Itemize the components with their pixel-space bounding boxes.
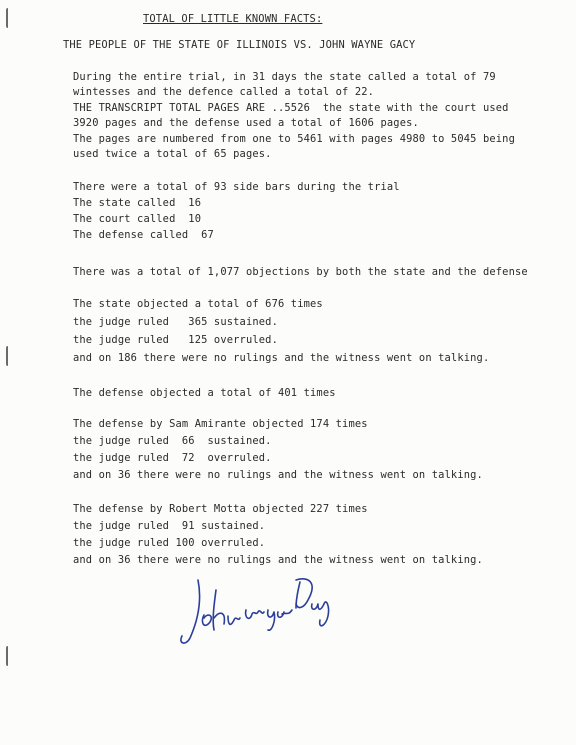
text-line: the judge ruled 365 sustained. — [73, 316, 278, 328]
text-line: The pages are numbered from one to 5461 with pages 4980 to 5045 being — [73, 133, 515, 145]
text-line: and on 36 there were no rulings and the witness went on talking. — [73, 554, 483, 566]
text-line: The defense objected a total of 401 times — [73, 387, 336, 399]
text-line: There were a total of 93 side bars during the trial — [73, 181, 400, 193]
punch-mark — [6, 646, 14, 666]
text-line: the judge ruled 66 sustained. — [73, 435, 272, 447]
case-heading: THE PEOPLE OF THE STATE OF ILLINOIS VS. JOHN WAYNE GACY — [63, 39, 416, 51]
punch-mark — [6, 8, 14, 28]
text-line: There was a total of 1,077 objections by both the state and the defense — [73, 266, 528, 278]
text-line: The state called 16 — [73, 197, 202, 209]
text-line: the judge ruled 91 sustained. — [73, 520, 266, 532]
text-line: The court called 10 — [73, 213, 202, 225]
text-line: The defense called 67 — [73, 229, 214, 241]
text-line: the judge ruled 100 overruled. — [73, 537, 266, 549]
text-line: The defense by Sam Amirante objected 174 times — [73, 418, 368, 430]
punch-mark — [6, 346, 14, 366]
text-line: During the entire trial, in 31 days the state called a total of 79 — [73, 71, 496, 83]
text-line: THE TRANSCRIPT TOTAL PAGES ARE ..5526 the state with the court used — [73, 102, 509, 114]
text-line: used twice a total of 65 pages. — [73, 148, 272, 160]
text-line: and on 186 there were no rulings and the witness went on talking. — [73, 352, 490, 364]
document-title: TOTAL OF LITTLE KNOWN FACTS: — [143, 13, 323, 25]
text-line: the judge ruled 125 overruled. — [73, 334, 278, 346]
signature — [168, 560, 358, 660]
text-line: The defense by Robert Motta objected 227 times — [73, 503, 368, 515]
text-line: 3920 pages and the defense used a total of 1606 pages. — [73, 117, 419, 129]
text-line: The state objected a total of 676 times — [73, 298, 323, 310]
text-line: and on 36 there were no rulings and the witness went on talking. — [73, 469, 483, 481]
typed-text — [63, 0, 566, 566]
text-line: wintesses and the defence called a total of 22. — [73, 86, 375, 98]
text-line: the judge ruled 72 overruled. — [73, 452, 272, 464]
